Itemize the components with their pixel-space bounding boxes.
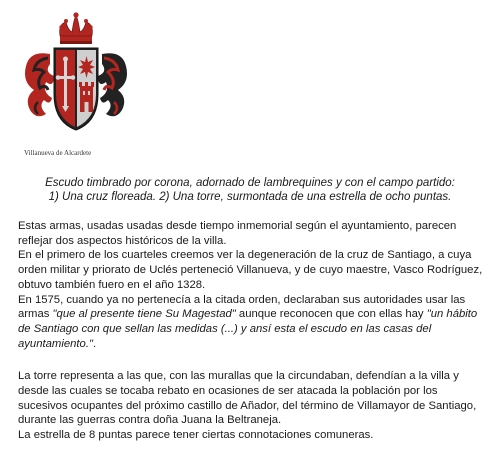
paragraph-3-text-a: En 1575, cuando ya no pertenecía a la citada orden, declaraban sus autoridades usar las armas [18,293,466,321]
paragraph-4: La torre representa a las que, con las murallas que la circundaban, defendían a la villa y desde las cuales se tocaba rebato en ocasiones de ser atacada la población por los sucesivos ocupantes del próximo castillo de Añador, del término de Villamayor de Santiago, durante las guerras contra doña Juana la Beltraneja. [18,370,477,427]
quote-habito: "un hábito de Santiago con que sellan las medidas (...) y ansí esta el escudo en las casas del ayuntamiento." [18,308,478,350]
blazon-caption [10,176,490,204]
paragraph-5: La estrella de 8 puntas parece tener ciertas connotaciones comuneras. [18,429,374,442]
coat-of-arms-image [20,10,130,145]
quote-magestad: "que al presente tiene Su Magestad" [52,308,236,321]
paragraph-3 [18,293,490,352]
mantling-left [25,53,54,116]
paragraph-gap [18,351,490,369]
blazon-line-1: Escudo timbrado por corona, adornado de lambrequines y con el campo partido: [45,177,455,189]
article-body [18,219,490,443]
crest-caption: Villanueva de Alcardete [24,149,92,157]
blazon-line-2: 1) Una cruz floreada. 2) Una torre, surmontada de una estrella de ocho puntas. [48,191,452,203]
tower [79,82,94,112]
paragraph-3-text-c: . [92,337,97,350]
coat-of-arms [20,10,130,145]
paragraph-2: En el primero de los cuarteles creemos ver la degeneración de la cruz de Santiago, a cuya orden militar y priorato de Uclés perteneció Villanueva, y de cuyo maestre, Vasco Rodríguez, obtuvo también fuero en el año 1328. [18,249,483,291]
mantling-right [98,53,127,116]
paragraph-3-text-b: aunque reconocen que con ellas hay [235,308,427,321]
shield [54,48,98,130]
paragraph-1: Estas armas, usadas usadas desde tiempo inmemorial según el ayuntamiento, parecen reflejar dos aspectos históricos de la villa. [18,220,457,247]
crown [59,12,92,44]
